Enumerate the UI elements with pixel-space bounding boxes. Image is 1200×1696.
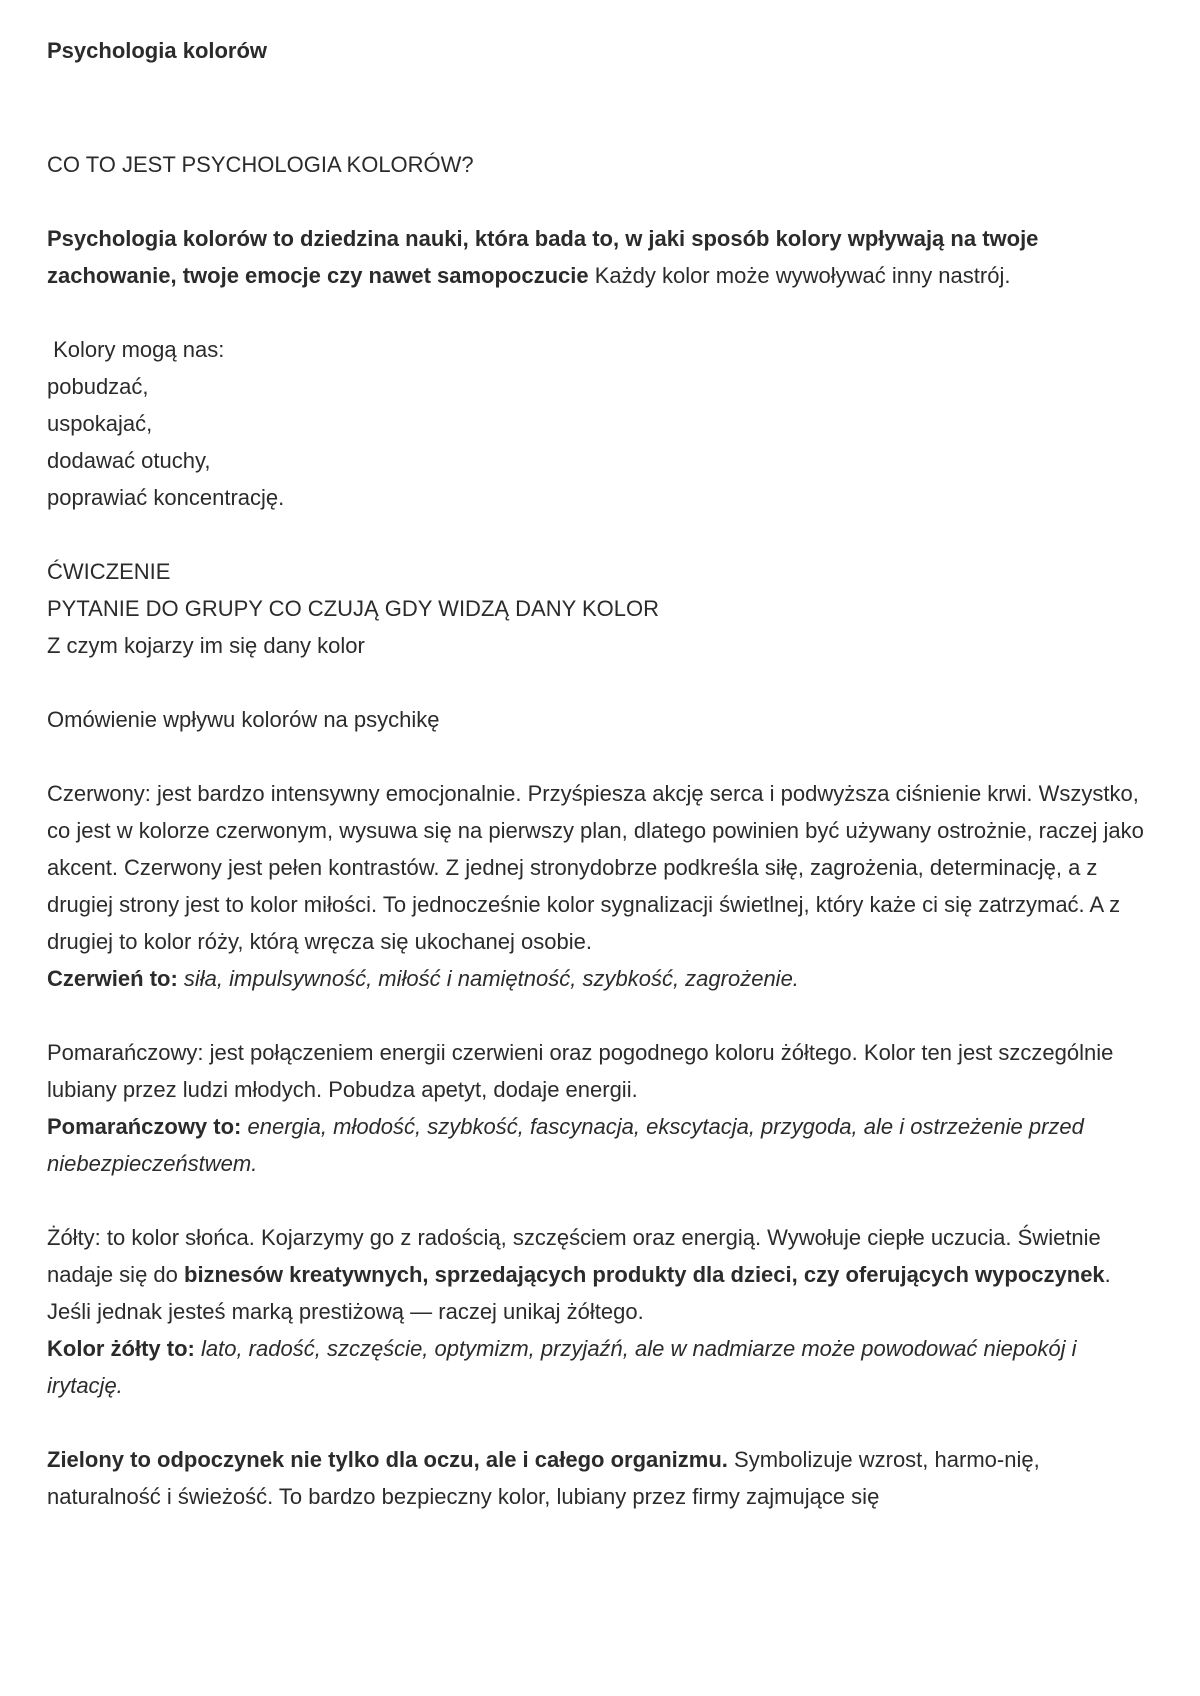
orange-label: Pomarańczowy to: xyxy=(47,1114,242,1139)
yellow-traits: lato, radość, szczęście, optymizm, przyjaźń, ale w nadmiarze może powodować niepokój i irytację. xyxy=(47,1336,1077,1398)
yellow-label: Kolor żółty to: xyxy=(47,1336,195,1361)
effects-list xyxy=(47,331,1157,516)
red-label: Czerwień to: xyxy=(47,966,178,991)
yellow-text-bold: biznesów kreatywnych, sprzedających produkty dla dzieci, czy oferujących wypoczynek xyxy=(184,1262,1105,1287)
red-traits: siła, impulsywność, miłość i namiętność, szybkość, zagrożenie. xyxy=(177,966,799,991)
section-heading: CO TO JEST PSYCHOLOGIA KOLORÓW? xyxy=(47,152,474,177)
red-text: Czerwony: jest bardzo intensywny emocjonalnie. Przyśpiesza akcję serca i podwyższa ciśnienie krwi. Wszystko, co jest w kolorze czerwonym, wysuwa się na pierwszy plan, dlatego powinien być używany ostrożnie, raczej jako akcent. Czerwony jest pełen kontrastów. Z jednej stronydobrze podkreśla siłę, zagrożenia, determinację, a z drugiej strony jest to kolor miłości. To jednocześnie kolor sygnalizacji świetlnej, który każe ci się zatrzymać. A z drugiej to kolor róży, którą wręcza się ukochanej osobie. xyxy=(47,781,1144,954)
orange-paragraph xyxy=(47,1034,1157,1182)
list-item: uspokajać, xyxy=(47,411,153,436)
orange-traits: energia, młodość, szybkość, fascynacja, ekscytacja, przygoda, ale i ostrzeżenie przed niebezpieczeństwem. xyxy=(47,1114,1084,1176)
exercise-question: PYTANIE DO GRUPY CO CZUJĄ GDY WIDZĄ DANY KOLOR xyxy=(47,596,660,621)
exercise-title: ĆWICZENIE xyxy=(47,559,171,584)
green-text: Symbolizuje wzrost, harmo-nię, naturalność i świeżość. To bardzo bezpieczny kolor, lubiany przez firmy zajmujące się xyxy=(47,1447,1040,1509)
document-title: Psychologia kolorów xyxy=(47,38,268,63)
red-paragraph xyxy=(47,775,1157,997)
list-intro: Kolory mogą nas: xyxy=(47,337,225,362)
list-item: poprawiać koncentrację. xyxy=(47,485,285,510)
yellow-text-b: . Jeśli jednak jesteś marką prestiżową — raczej unikaj żółtego. xyxy=(47,1262,1111,1324)
exercise-block xyxy=(47,553,1157,664)
discussion-line: Omówienie wpływu kolorów na psychikę xyxy=(47,707,440,732)
document-body xyxy=(47,146,1157,1515)
green-bold: Zielony to odpoczynek nie tylko dla oczu, ale i całego organizmu. xyxy=(47,1447,728,1472)
orange-text: Pomarańczowy: jest połączeniem energii czerwieni oraz pogodnego koloru żółtego. Kolor ten jest szczególnie lubiany przez ludzi młodych. Pobudza apetyt, dodaje energii. xyxy=(47,1040,1114,1102)
intro-paragraph xyxy=(47,220,1157,294)
yellow-text-a: Żółty: to kolor słońca. Kojarzymy go z radością, szczęściem oraz energią. Wywołuje ciepłe uczucia. Świetnie nadaje się do xyxy=(47,1225,1101,1287)
document-page xyxy=(47,36,1157,1515)
intro-rest: Każdy kolor może wywoływać inny nastrój. xyxy=(588,263,1011,288)
yellow-paragraph xyxy=(47,1219,1157,1404)
green-paragraph xyxy=(47,1441,1157,1515)
list-item: pobudzać, xyxy=(47,374,149,399)
list-item: dodawać otuchy, xyxy=(47,448,211,473)
intro-bold: Psychologia kolorów to dziedzina nauki, która bada to, w jaki sposób kolory wpływają na twoje zachowanie, twoje emocje czy nawet samopoczucie xyxy=(47,226,1039,288)
exercise-sub: Z czym kojarzy im się dany kolor xyxy=(47,633,365,658)
